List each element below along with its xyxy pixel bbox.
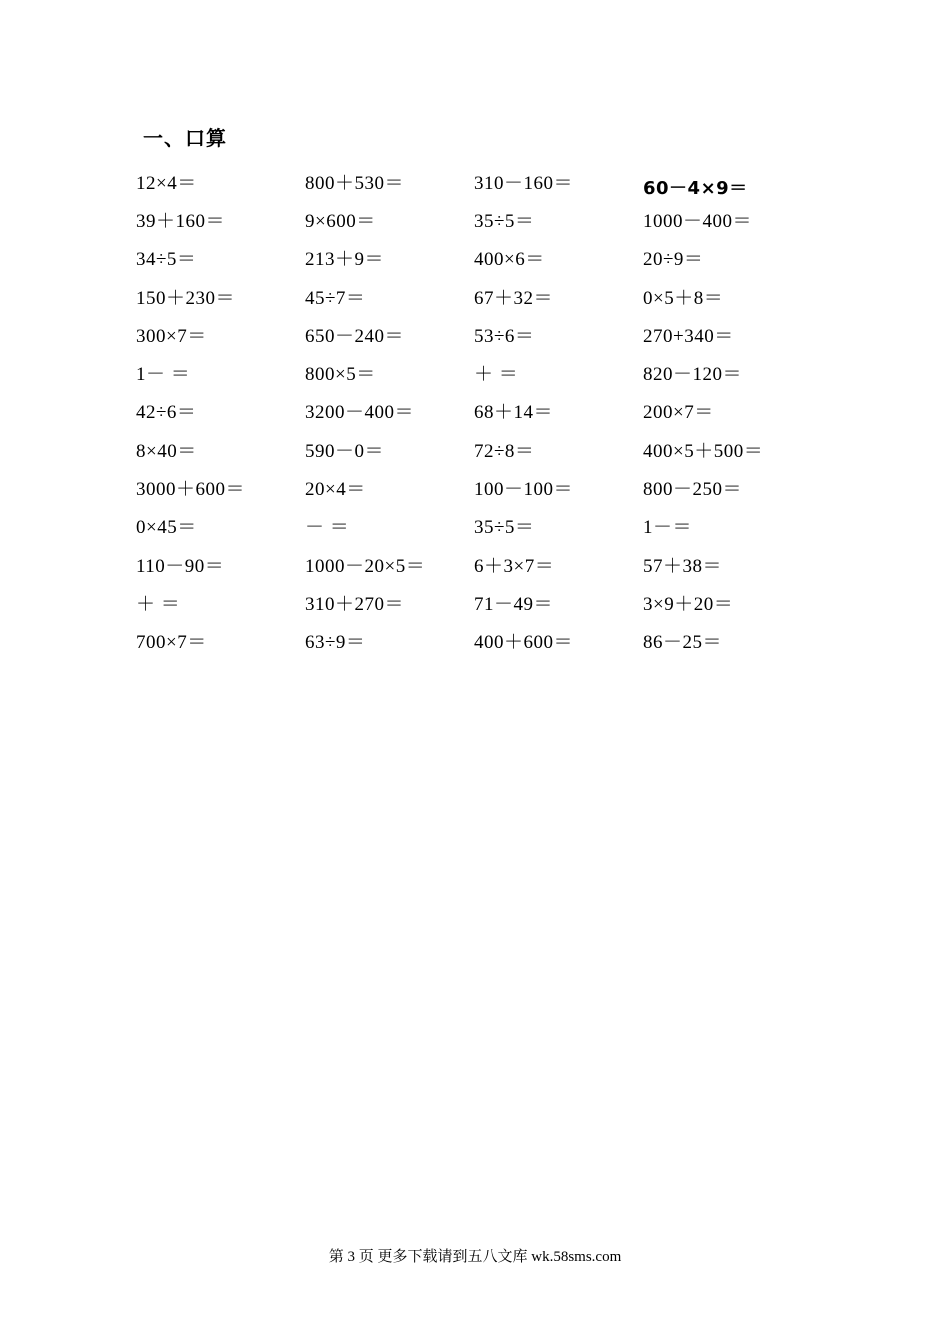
exercise-item: 86－25＝ xyxy=(643,632,723,654)
exercise-row xyxy=(136,430,856,468)
exercise-item: 68＋14＝ xyxy=(474,402,554,424)
exercise-item: 3200－400＝ xyxy=(305,402,415,424)
exercise-item: 8×40＝ xyxy=(136,440,197,462)
exercise-item: 800×5＝ xyxy=(305,364,376,386)
exercise-row xyxy=(136,583,856,621)
exercise-item: 400＋600＝ xyxy=(474,632,574,654)
exercise-item: 60－4×9＝ xyxy=(643,178,748,200)
exercise-item: 110－90＝ xyxy=(136,555,225,577)
exercise-item: 20÷9＝ xyxy=(643,249,704,271)
exercise-item: 72÷8＝ xyxy=(474,440,535,462)
exercise-item: 0×45＝ xyxy=(136,517,197,539)
page-footer: 第 3 页 更多下载请到五八文库 wk.58sms.com xyxy=(328,1249,622,1265)
exercise-item: 1－＝ xyxy=(643,517,693,539)
exercise-item: 270+340＝ xyxy=(643,325,734,347)
exercise-item: 213＋9＝ xyxy=(305,249,385,271)
exercise-item: 820－120＝ xyxy=(643,364,743,386)
exercise-item: 35÷5＝ xyxy=(474,517,535,539)
exercise-item: 9×600＝ xyxy=(305,210,376,232)
section-title: 一、口算 xyxy=(143,126,227,150)
exercise-item: 42÷6＝ xyxy=(136,402,197,424)
exercise-item: 1－ ＝ xyxy=(136,364,191,386)
exercise-item: 310－160＝ xyxy=(474,172,574,194)
exercise-row xyxy=(136,353,856,391)
exercise-row xyxy=(136,200,856,238)
exercise-grid xyxy=(136,162,856,660)
exercise-row xyxy=(136,162,856,200)
exercise-item: 0×5＋8＝ xyxy=(643,287,724,309)
exercise-row xyxy=(136,622,856,660)
exercise-item: 800＋530＝ xyxy=(305,172,405,194)
exercise-item: 700×7＝ xyxy=(136,632,207,654)
exercise-item: 400×5＋500＝ xyxy=(643,440,764,462)
exercise-item: － ＝ xyxy=(305,517,350,539)
exercise-item: ＋ ＝ xyxy=(474,364,519,386)
exercise-row xyxy=(136,392,856,430)
exercise-item: 45÷7＝ xyxy=(305,287,366,309)
exercise-item: 71－49＝ xyxy=(474,593,554,615)
exercise-item: 150＋230＝ xyxy=(136,287,236,309)
exercise-item: 200×7＝ xyxy=(643,402,714,424)
exercise-item: 12×4＝ xyxy=(136,172,197,194)
exercise-item: 300×7＝ xyxy=(136,325,207,347)
exercise-item: 34÷5＝ xyxy=(136,249,197,271)
exercise-item: 20×4＝ xyxy=(305,479,366,501)
exercise-item: 310＋270＝ xyxy=(305,593,405,615)
exercise-item: 3000＋600＝ xyxy=(136,479,246,501)
exercise-item: 650－240＝ xyxy=(305,325,405,347)
exercise-item: 57＋38＝ xyxy=(643,555,723,577)
exercise-item: 1000－400＝ xyxy=(643,210,753,232)
exercise-item: 1000－20×5＝ xyxy=(305,555,426,577)
exercise-row xyxy=(136,545,856,583)
exercise-item: 800－250＝ xyxy=(643,479,743,501)
exercise-item: 35÷5＝ xyxy=(474,210,535,232)
exercise-row xyxy=(136,507,856,545)
exercise-row xyxy=(136,315,856,353)
exercise-item: ＋ ＝ xyxy=(136,593,181,615)
exercise-item: 3×9＋20＝ xyxy=(643,593,734,615)
exercise-item: 39＋160＝ xyxy=(136,210,226,232)
exercise-item: 67＋32＝ xyxy=(474,287,554,309)
exercise-row xyxy=(136,239,856,277)
exercise-item: 63÷9＝ xyxy=(305,632,366,654)
exercise-item: 6＋3×7＝ xyxy=(474,555,555,577)
exercise-row xyxy=(136,277,856,315)
exercise-item: 100－100＝ xyxy=(474,479,574,501)
exercise-item: 400×6＝ xyxy=(474,249,545,271)
exercise-item: 53÷6＝ xyxy=(474,325,535,347)
exercise-item: 590－0＝ xyxy=(305,440,385,462)
exercise-row xyxy=(136,468,856,506)
